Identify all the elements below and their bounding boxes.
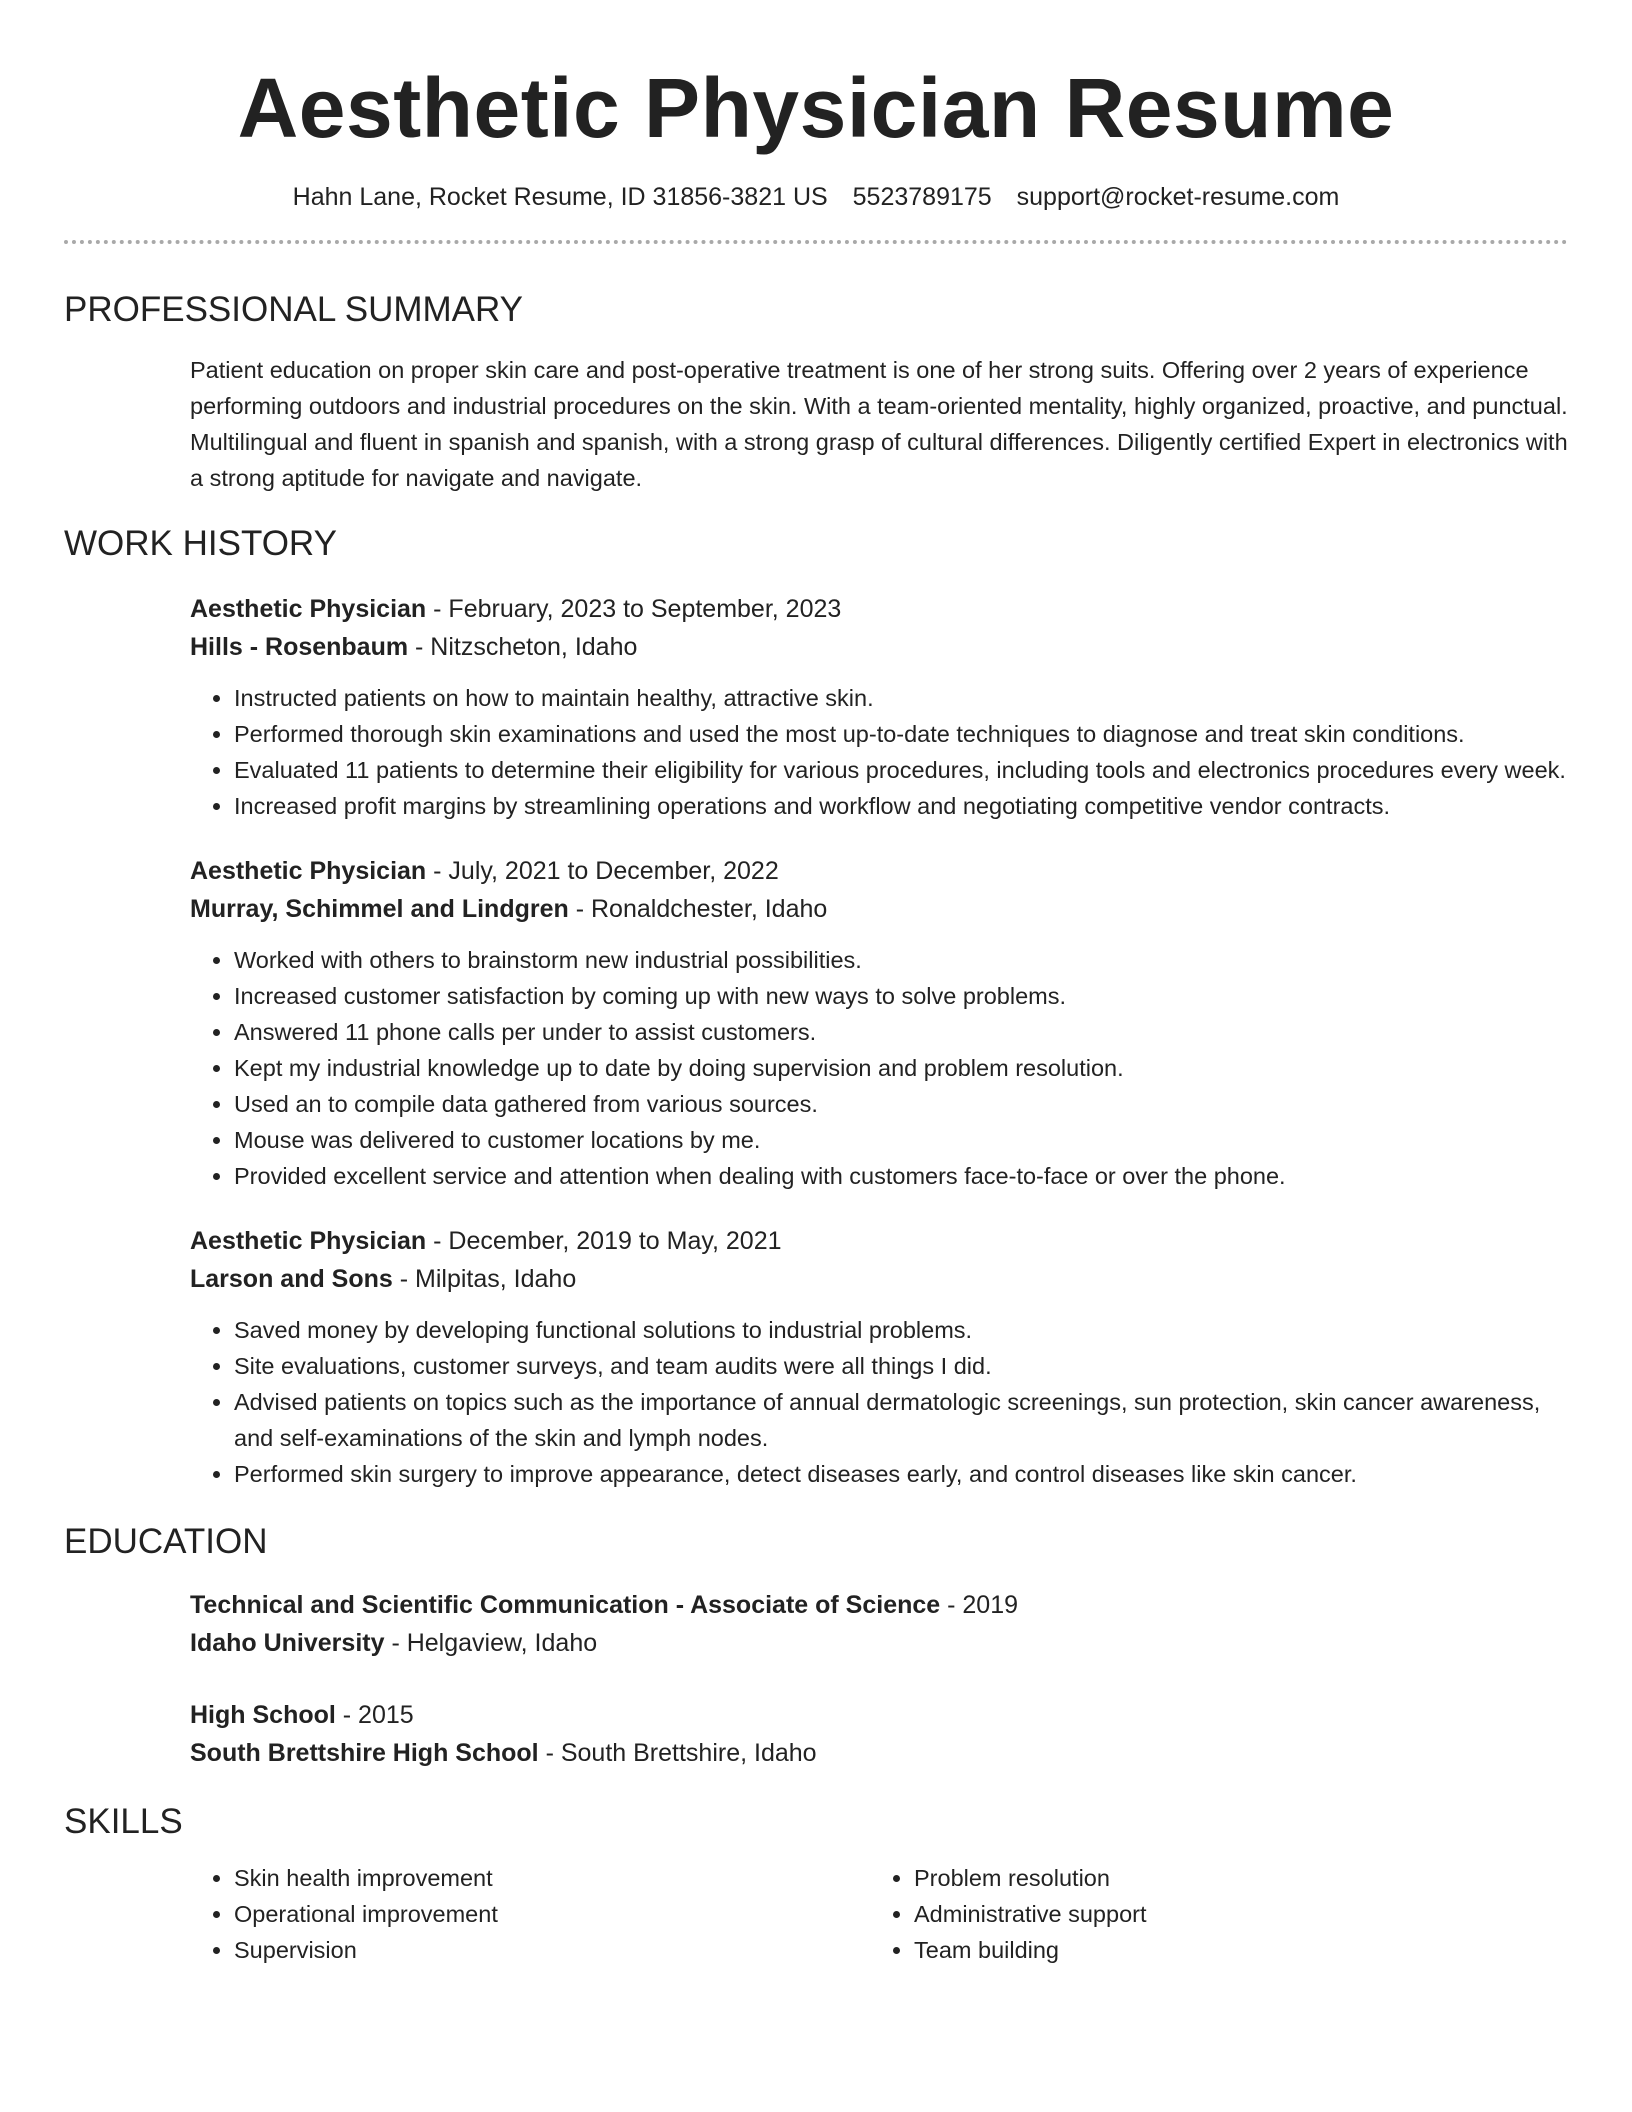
education-degree: Technical and Scientific Communication - Associate of Science [190, 1591, 941, 1619]
job-bullet: • Mouse was delivered to customer locations by me. [234, 1122, 1568, 1158]
job-location: - Milpitas, Idaho [392, 1265, 577, 1293]
skills-grid [190, 1860, 1568, 1968]
resume-title: Aesthetic Physician Resume [237, 61, 1395, 155]
education-year: - 2015 [335, 1701, 414, 1729]
education-location: - South Brettshire, Idaho [538, 1739, 817, 1767]
job-bullet: • Provided excellent service and attention when dealing with customers face-to-face or over the phone. [234, 1158, 1568, 1194]
skills-section [64, 1800, 1568, 1968]
education-school-line [190, 1734, 1568, 1772]
skills-column-right [870, 1860, 1514, 1968]
contact-phone: 5523789175 [852, 183, 992, 211]
job-company-line [190, 890, 1568, 928]
education-year: - 2019 [940, 1591, 1019, 1619]
job-bullet: • Instructed patients on how to maintain healthy, attractive skin. [234, 680, 1568, 716]
job-location: - Nitzscheton, Idaho [408, 633, 638, 661]
contact-line [64, 180, 1568, 214]
job-company-line [190, 628, 1568, 666]
education-degree-line [190, 1696, 1568, 1734]
education-section [64, 1520, 1568, 1772]
education-school: Idaho University [190, 1629, 385, 1657]
job-entry [190, 1222, 1568, 1492]
job-bullet: • Kept my industrial knowledge up to date by doing supervision and problem resolution. [234, 1050, 1568, 1086]
job-bullet: • Increased customer satisfaction by coming up with new ways to solve problems. [234, 978, 1568, 1014]
job-role: Aesthetic Physician [190, 1227, 427, 1255]
education-location: - Helgaview, Idaho [384, 1629, 598, 1657]
job-bullet: • Evaluated 11 patients to determine their eligibility for various procedures, including tools and electronics procedures every week. [234, 752, 1568, 788]
skill-item: • Administrative support [914, 1896, 1514, 1932]
job-bullet: • Used an to compile data gathered from various sources. [234, 1086, 1568, 1122]
skill-item: • Problem resolution [914, 1860, 1514, 1896]
job-bullet: • Performed thorough skin examinations and used the most up-to-date techniques to diagnose and treat skin conditions. [234, 716, 1568, 752]
job-bullets [190, 1312, 1568, 1492]
job-dates: - February, 2023 to September, 2023 [426, 595, 842, 623]
job-bullet: • Advised patients on topics such as the importance of annual dermatologic screenings, sun protection, skin cancer awareness, and self-examinations of the skin and lymph nodes. [234, 1384, 1568, 1456]
skills-column-left [190, 1860, 870, 1968]
skills-heading: SKILLS [64, 1802, 183, 1841]
job-dates: - December, 2019 to May, 2021 [426, 1227, 782, 1255]
job-bullet: • Site evaluations, customer surveys, and team audits were all things I did. [234, 1348, 1568, 1384]
job-bullet: • Saved money by developing functional solutions to industrial problems. [234, 1312, 1568, 1348]
job-bullet: • Answered 11 phone calls per under to assist customers. [234, 1014, 1568, 1050]
education-heading: EDUCATION [64, 1522, 268, 1561]
job-role-line [190, 852, 1568, 890]
job-company: Larson and Sons [190, 1265, 393, 1293]
skill-item: • Supervision [234, 1932, 870, 1968]
education-school: South Brettshire High School [190, 1739, 539, 1767]
education-entry [190, 1586, 1568, 1662]
job-role: Aesthetic Physician [190, 595, 427, 623]
work-history-heading: WORK HISTORY [64, 524, 337, 563]
job-company: Hills - Rosenbaum [190, 633, 409, 661]
summary-section [64, 288, 1568, 496]
job-role: Aesthetic Physician [190, 857, 427, 885]
job-company-line [190, 1260, 1568, 1298]
header-divider [64, 240, 1568, 244]
job-bullets [190, 942, 1568, 1194]
job-dates: - July, 2021 to December, 2022 [426, 857, 779, 885]
job-bullets [190, 680, 1568, 824]
job-entry [190, 852, 1568, 1194]
job-bullet: • Worked with others to brainstorm new industrial possibilities. [234, 942, 1568, 978]
job-role-line [190, 590, 1568, 628]
skill-item: • Skin health improvement [234, 1860, 870, 1896]
job-bullet: • Increased profit margins by streamlining operations and workflow and negotiating competitive vendor contracts. [234, 788, 1568, 824]
job-location: - Ronaldchester, Idaho [568, 895, 828, 923]
skill-item: • Team building [914, 1932, 1514, 1968]
contact-email[interactable]: support@rocket-resume.com [1016, 183, 1340, 211]
education-school-line [190, 1624, 1568, 1662]
education-entry [190, 1696, 1568, 1772]
education-degree-line [190, 1586, 1568, 1624]
education-degree: High School [190, 1701, 336, 1729]
summary-text: Patient education on proper skin care and post-operative treatment is one of her strong suits. Offering over 2 years of experience performing outdoors and industrial procedures on the skin. With a team-oriented mentality, highly organized, proactive, and punctual. Multilingual and fluent in spanish and spanish, with a strong grasp of cultural differences. Diligently certified Expert in electronics with a strong aptitude for navigate and navigate. [190, 357, 1568, 491]
job-company: Murray, Schimmel and Lindgren [190, 895, 569, 923]
summary-heading: PROFESSIONAL SUMMARY [64, 290, 523, 329]
skill-item: • Operational improvement [234, 1896, 870, 1932]
work-history-section [64, 522, 1568, 1492]
contact-address: Hahn Lane, Rocket Resume, ID 31856-3821 US [292, 183, 828, 211]
job-bullet: • Performed skin surgery to improve appearance, detect diseases early, and control diseases like skin cancer. [234, 1456, 1568, 1492]
job-role-line [190, 1222, 1568, 1260]
job-entry [190, 590, 1568, 824]
